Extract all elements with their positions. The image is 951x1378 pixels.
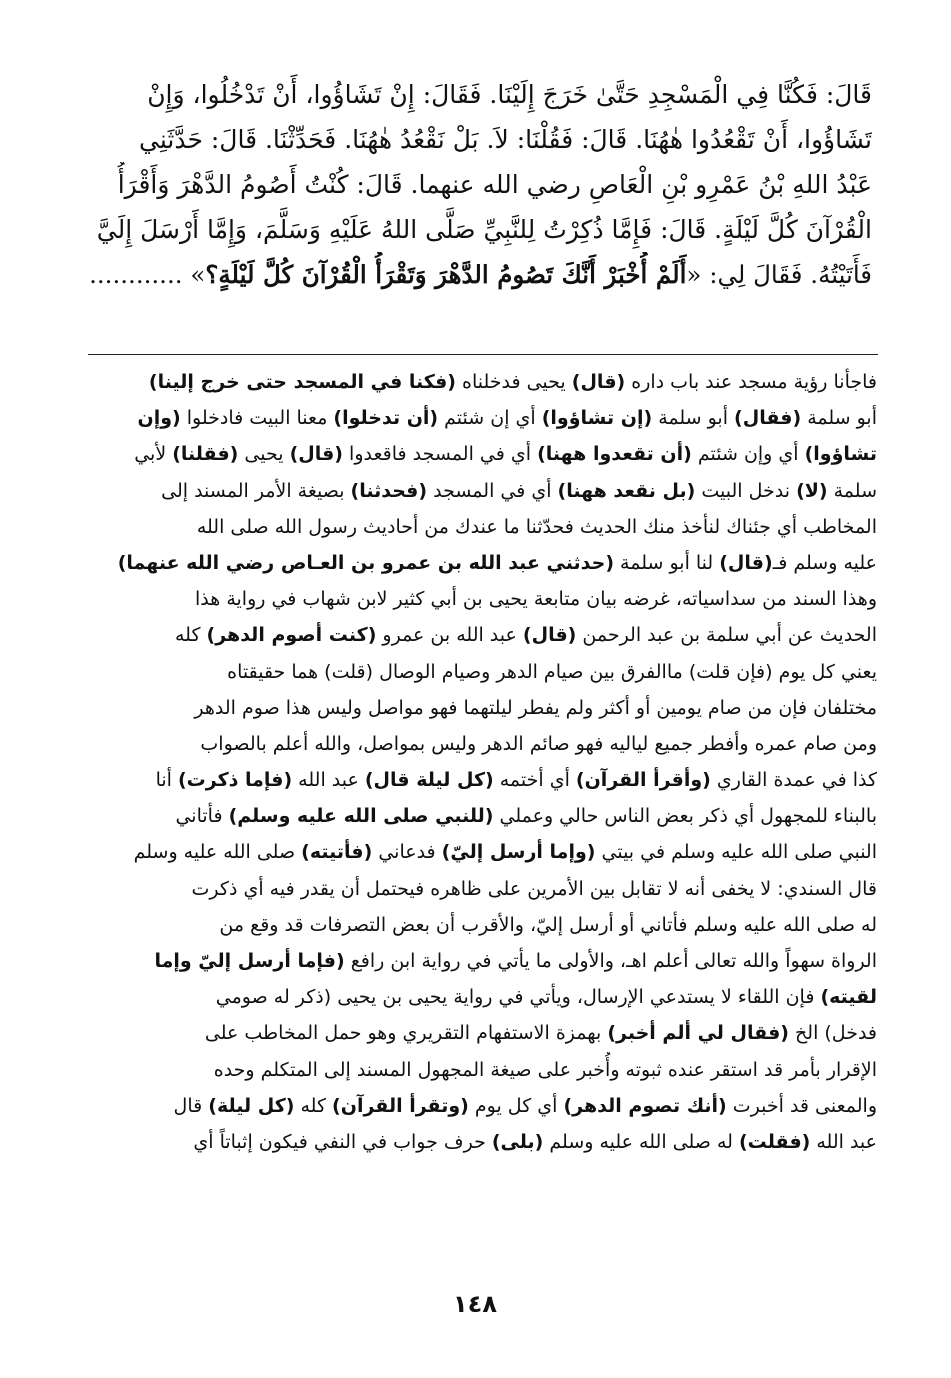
commentary-bold-segment: (فقلنا) [172, 443, 239, 466]
commentary-bold-segment: (وتقرأ القرآن) [332, 1094, 469, 1117]
commentary-bold-segment: تشاؤوا) [804, 443, 877, 466]
commentary-segment: أي إن شئتم [438, 407, 542, 430]
commentary-line [82, 581, 877, 617]
commentary-bold-segment: (قال) [522, 624, 577, 647]
commentary-bold-segment: (فقال لي ألم أخبر) [607, 1022, 789, 1045]
commentary-bold-segment: (قال) [289, 443, 343, 466]
commentary-bold-segment: (كل ليلة قال) [364, 769, 494, 792]
commentary-segment: سلمة [827, 479, 877, 502]
commentary-bold-segment: (أن تدخلوا) [333, 407, 439, 430]
commentary-segment: فأتاني [175, 805, 229, 828]
commentary-line [82, 1052, 877, 1088]
commentary-line [82, 690, 877, 726]
commentary-segment: يحيى [238, 443, 290, 466]
commentary-bold-segment: (وإن [137, 407, 181, 430]
commentary-segment: يحيى فدخلناه [455, 371, 572, 393]
commentary-line [82, 617, 877, 653]
commentary-bold-segment: (فأتيته) [301, 841, 373, 864]
commentary-line [82, 726, 877, 762]
commentary-bold-segment: (للنبي صلى الله عليه وسلم) [228, 805, 494, 828]
commentary-segment: عبد الله [292, 769, 365, 792]
main-line [82, 207, 872, 252]
commentary-segment: يعني كل يوم (فإن قلت) ماالفرق بين صيام الدهر وصيام الوصال (قلت) هما حقيقتاه [227, 660, 877, 683]
main-line [82, 72, 872, 117]
commentary-segment: لأبي [134, 443, 173, 466]
commentary-segment: له صلى الله عليه وسلم [543, 1130, 739, 1153]
commentary-segment: كذا في عمدة القاري [710, 769, 877, 792]
commentary-segment: الإقرار بأمر قد استقر عنده ثبوته وأُخبر على صيغة المجهول المسند إلى المتكلم وحده [213, 1058, 877, 1081]
main-segment: » ............ [89, 260, 206, 289]
commentary-segment: حرف جواب في النفي فيكون إثباتاً أي [193, 1130, 492, 1153]
commentary-segment: لنا أبو سلمة [614, 551, 720, 574]
commentary-segment: بهمزة الاستفهام التقريري وهو حمل المخاطب على [204, 1022, 608, 1045]
commentary-bold-segment: (فقال) [734, 407, 802, 430]
commentary-segment: وهذا السند من سداسياته، غرضه بيان متابعة يحيى بن أبي كثير لابن شهاب في رواية هذا [195, 588, 877, 611]
commentary-line [82, 979, 877, 1015]
commentary-segment: عليه وسلم فـ [772, 551, 877, 574]
commentary-segment: له صلى الله عليه وسلم فأتاني أو أرسل إليّ، والأقرب أن بعض التصرفات قد وقع من [219, 913, 877, 936]
commentary-segment: فإن اللقاء لا يستدعي الإرسال، ويأتي في رواية يحيى بن يحيى (ذكر له صومي [215, 986, 821, 1009]
commentary-segment: عبد الله [810, 1130, 877, 1153]
commentary-bold-segment: (وأقرأ القرآن) [575, 769, 711, 792]
commentary-bold-segment: لقيته) [820, 986, 877, 1009]
commentary-bold-segment: (وإما أرسل إليّ) [441, 841, 596, 864]
commentary-bold-segment: (إن تشاؤوا) [541, 407, 653, 430]
commentary-bold-segment: (فإما ذكرت) [177, 769, 293, 792]
main-line [82, 252, 872, 297]
commentary-segment: الحديث عن أبي سلمة بن عبد الرحمن [576, 624, 877, 647]
commentary-segment: معنا البيت فادخلوا [180, 407, 334, 430]
page-number: ١٤٨ [453, 1290, 497, 1318]
commentary-segment: أبو سلمة [801, 407, 877, 430]
commentary-segment: أي كل يوم [468, 1094, 564, 1117]
commentary-bold-segment: (أنك تصوم الدهر) [563, 1094, 727, 1117]
commentary-line [82, 509, 877, 545]
commentary-line [82, 473, 877, 509]
commentary-line [82, 762, 877, 798]
commentary-line [82, 545, 877, 581]
main-segment: تَشَاؤُوا، أَنْ تَقْعُدُوا هٰهُنَا. قَالَ: فَقُلْنَا: لاَ. بَلْ نَقْعُدُ هٰهُنَا. فَحَدِّثْنَا. قَالَ: حَدَّثَنِي [139, 125, 872, 154]
commentary-segment: فدعاني [372, 841, 442, 864]
commentary-text [82, 364, 877, 1160]
commentary-bold-segment: (أن تقعدوا ههنا) [537, 443, 692, 466]
commentary-segment: بصيغة الأمر المسند إلى [161, 479, 351, 502]
commentary-bold-segment: (قال) [571, 371, 626, 393]
commentary-bold-segment: (فحدثنا) [350, 479, 428, 502]
main-segment: فَأَتَيْتُهُ. فَقَالَ لِي: « [686, 260, 872, 289]
commentary-line [82, 943, 877, 979]
commentary-line [82, 400, 877, 436]
commentary-segment: المخاطب أي جئناك لنأخذ منك الحديث فحدّثنا ما عندك من أحاديث رسول الله صلى الله [196, 515, 877, 538]
commentary-segment: قال [173, 1094, 209, 1117]
commentary-segment: أي أختمه [493, 769, 576, 792]
commentary-segment: النبي صلى الله عليه وسلم في بيتي [595, 841, 877, 864]
commentary-segment: فدخل) الخ [788, 1022, 877, 1045]
commentary-bold-segment: (فإما أرسل إليّ وإما [154, 950, 345, 972]
commentary-bold-segment: (بل نقعد ههنا) [557, 479, 696, 502]
commentary-segment: كله [294, 1094, 333, 1117]
commentary-line [82, 436, 877, 472]
main-line [82, 162, 872, 207]
commentary-segment: أبو سلمة [652, 407, 735, 430]
commentary-line [82, 364, 877, 400]
commentary-segment: ومن صام عمره وأفطر جميع لياليه فهو صائم الدهر وليس بمواصل، والله أعلم بالصواب [200, 732, 877, 755]
commentary-line [82, 798, 877, 834]
commentary-bold-segment: (بلى) [491, 1130, 544, 1153]
main-line [82, 117, 872, 162]
commentary-segment: ندخل البيت [695, 479, 797, 502]
commentary-line [82, 654, 877, 690]
commentary-bold-segment: (كل ليلة) [208, 1094, 295, 1117]
commentary-segment: فاجأنا رؤية مسجد عند باب داره [625, 371, 877, 393]
main-bold-segment: أَلَمْ أُخْبَرْ أَنَّكَ تَصُومُ الدَّهْرَ وَتَقْرَأُ الْقُرْآنَ كُلَّ لَيْلَةٍ؟ [205, 260, 687, 289]
commentary-segment: مختلفان فإن من صام يومين أو أكثر ولم يفطر ليلتهما فهو مواصل وليس هذا صوم الدهر [194, 696, 877, 719]
commentary-line [82, 1015, 877, 1051]
commentary-segment: أنا [155, 769, 178, 792]
hadith-main-text [82, 72, 872, 297]
commentary-segment: بالبناء للمجهول أي ذكر بعض الناس حالي وعملي [493, 805, 877, 828]
commentary-segment: عبد الله بن عمرو [376, 624, 523, 647]
commentary-segment: صلى الله عليه وسلم [133, 841, 302, 864]
commentary-line [82, 907, 877, 943]
commentary-bold-segment: (كنت أصوم الدهر) [206, 624, 377, 647]
commentary-segment: والمعنى قد أخبرت [726, 1094, 877, 1117]
commentary-bold-segment: (حدثني عبد الله بن عمرو بن العـاص رضي الله عنهما) [117, 551, 615, 574]
commentary-segment: قال السندي: لا يخفى أنه لا تقابل بين الأمرين على ظاهره فيحتمل أن يقدر فيه أي ذكرت [191, 877, 877, 900]
commentary-line [82, 1124, 877, 1160]
main-segment: الْقُرْآنَ كُلَّ لَيْلَةٍ. قَالَ: فَإِمَّا ذُكِرْتُ لِلنَّبِيِّ صَلَّى اللهُ عَلَيْهِ وَسَلَّمَ، وَإِمَّا أَرْسَلَ إِلَيَّ [96, 215, 872, 244]
commentary-segment: أي وإن شئتم [691, 443, 805, 466]
commentary-segment: الرواة سهواً والله تعالى أعلم اهـ، والأولى ما يأتي في رواية ابن رافع [344, 950, 877, 972]
commentary-bold-segment: (فقلت) [738, 1130, 811, 1153]
commentary-segment: أي في المسجد فاقعدوا [343, 443, 538, 466]
commentary-segment: كله [174, 624, 207, 647]
main-segment: عَبْدُ اللهِ بْنُ عَمْرِو بْنِ الْعَاصِ رضي الله عنهما. قَالَ: كُنْتُ أَصُومُ الدَّهْرَ وَأَقْرَأُ [117, 170, 872, 199]
footnote-divider [88, 354, 878, 355]
commentary-line [82, 1088, 877, 1124]
main-segment: قَالَ: فَكُنَّا فِي الْمَسْجِدِ حَتَّىٰ خَرَجَ إِلَيْنَا. فَقَالَ: إِنْ تَشَاؤُوا، أَنْ تَدْخُلُوا، وَإِنْ [147, 80, 872, 109]
commentary-bold-segment: (لا) [796, 479, 828, 502]
commentary-line [82, 834, 877, 870]
commentary-bold-segment: (قال) [719, 551, 773, 574]
commentary-line [82, 871, 877, 907]
commentary-bold-segment: (فكنا في المسجد حتى خرج إلينا) [148, 371, 456, 393]
commentary-segment: أي في المسجد [427, 479, 558, 502]
